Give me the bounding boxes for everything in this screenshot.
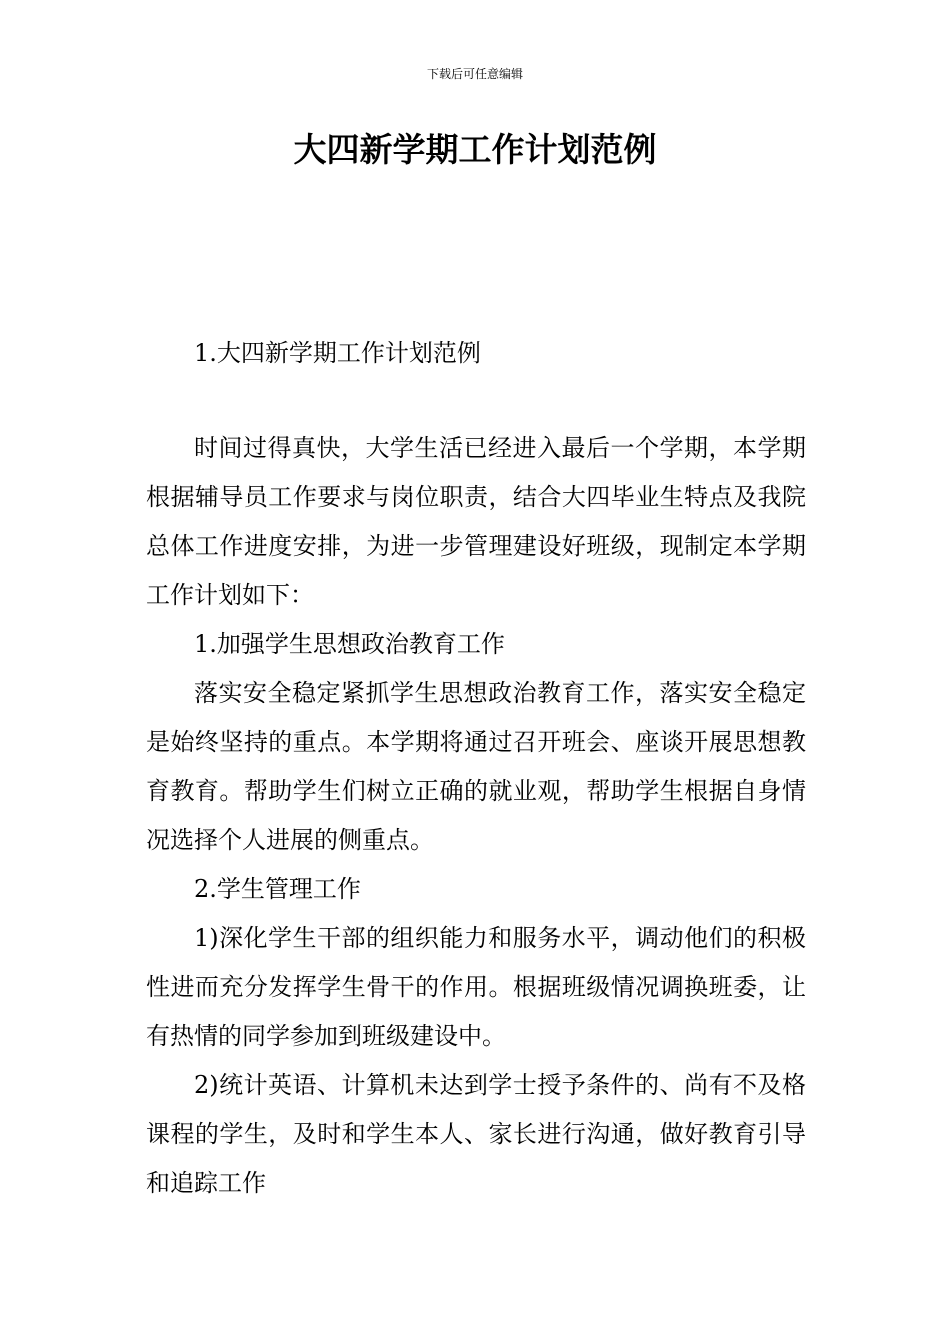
heading-ideological-education: 1.加强学生思想政治教育工作 (194, 630, 505, 658)
heading-student-management: 2.学生管理工作 (194, 875, 361, 903)
paragraph-statistics-followup: 2)统计英语、计算机未达到学士授予条件的、尚有不及格课程的学生，及时和学生本人、家长进行沟通，做好教育引导和追踪工作 (146, 1071, 806, 1197)
paragraph-ideological-education: 落实安全稳定紧抓学生思想政治教育工作，落实安全稳定是始终坚持的重点。本学期将通过召开班会、座谈开展思想教育教育。帮助学生们树立正确的就业观，帮助学生根据自身情况选择个人进展的侧重点。 (146, 679, 806, 854)
document-title: 大四新学期工作计划范例 (293, 130, 657, 169)
document-body (146, 424, 806, 1208)
paragraph-student-cadres: 1)深化学生干部的组织能力和服务水平，调动他们的积极性进而充分发挥学生骨干的作用。根据班级情况调换班委，让有热情的同学参加到班级建设中。 (146, 924, 806, 1050)
section-subtitle: 1.大四新学期工作计划范例 (194, 339, 481, 367)
intro-paragraph: 时间过得真快，大学生活已经进入最后一个学期，本学期根据辅导员工作要求与岗位职责，结合大四毕业生特点及我院总体工作进度安排，为进一步管理建设好班级，现制定本学期工作计划如下： (146, 434, 806, 609)
section-subtitle-block (146, 329, 806, 378)
header-note: 下载后可任意编辑 (426, 67, 523, 81)
